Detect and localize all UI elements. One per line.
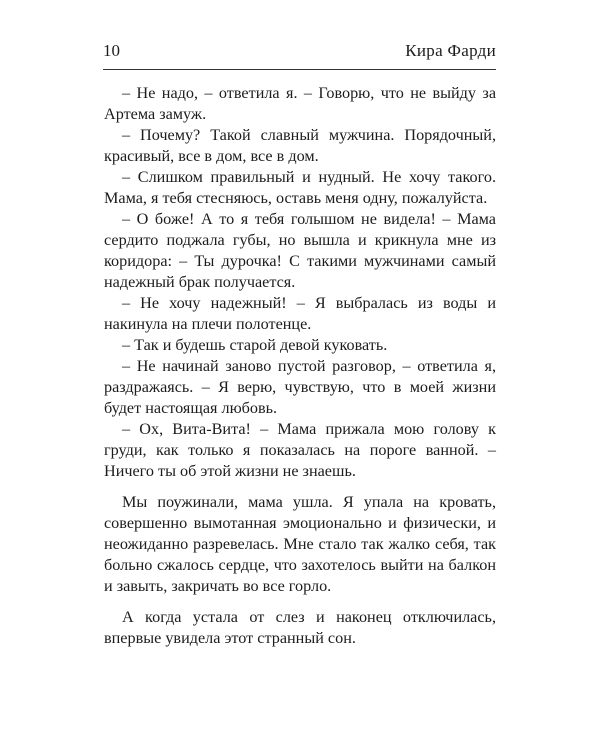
header-rule (103, 69, 496, 70)
paragraph: – Слишком правильный и нудный. Не хочу такого. Мама, я тебя стесняюсь, оставь меня одну, пожалуйста. (104, 168, 496, 207)
paragraph: – Так и будешь старой девой куковать. (122, 336, 388, 354)
running-header (103, 41, 496, 63)
body-text (104, 83, 496, 649)
paragraph: – Не хочу надежный! – Я выбралась из воды и накинула на плечи полотенце. (104, 294, 496, 333)
paragraph: – Не начинай заново пустой разговор, – ответила я, раздражаясь. – Я верю, чувствую, что в моей жизни будет настоящая любовь. (104, 357, 496, 417)
paragraph: – Не надо, – ответила я. – Говорю, что не выйду за Артема замуж. (104, 84, 496, 123)
author-name: Кира Фарди (405, 41, 496, 60)
paragraph: Мы поужинали, мама ушла. Я упала на кровать, совершенно вымотанная эмоционально и физически, и неожиданно разревелась. Мне стало так жалко себя, так больно сжалось сердце, что захотелось выйти на балкон и завыть, закричать во все горло. (104, 493, 496, 595)
paragraph: – Почему? Такой славный мужчина. Порядочный, красивый, все в дом, все в дом. (104, 126, 496, 165)
paragraph: – Ох, Вита-Вита! – Мама прижала мою голову к груди, как только я показалась на пороге ванной. – Ничего ты об этой жизни не знаешь. (104, 420, 496, 480)
paragraph: – О боже! А то я тебя голышом не видела! – Мама сердито поджала губы, но вышла и крикнула мне из коридора: – Ты дурочка! С такими мужчинами самый надежный брак получается. (104, 210, 496, 291)
page-number: 10 (103, 41, 120, 60)
paragraph: А когда устала от слез и наконец отключилась, впервые увидела этот странный сон. (104, 608, 496, 647)
